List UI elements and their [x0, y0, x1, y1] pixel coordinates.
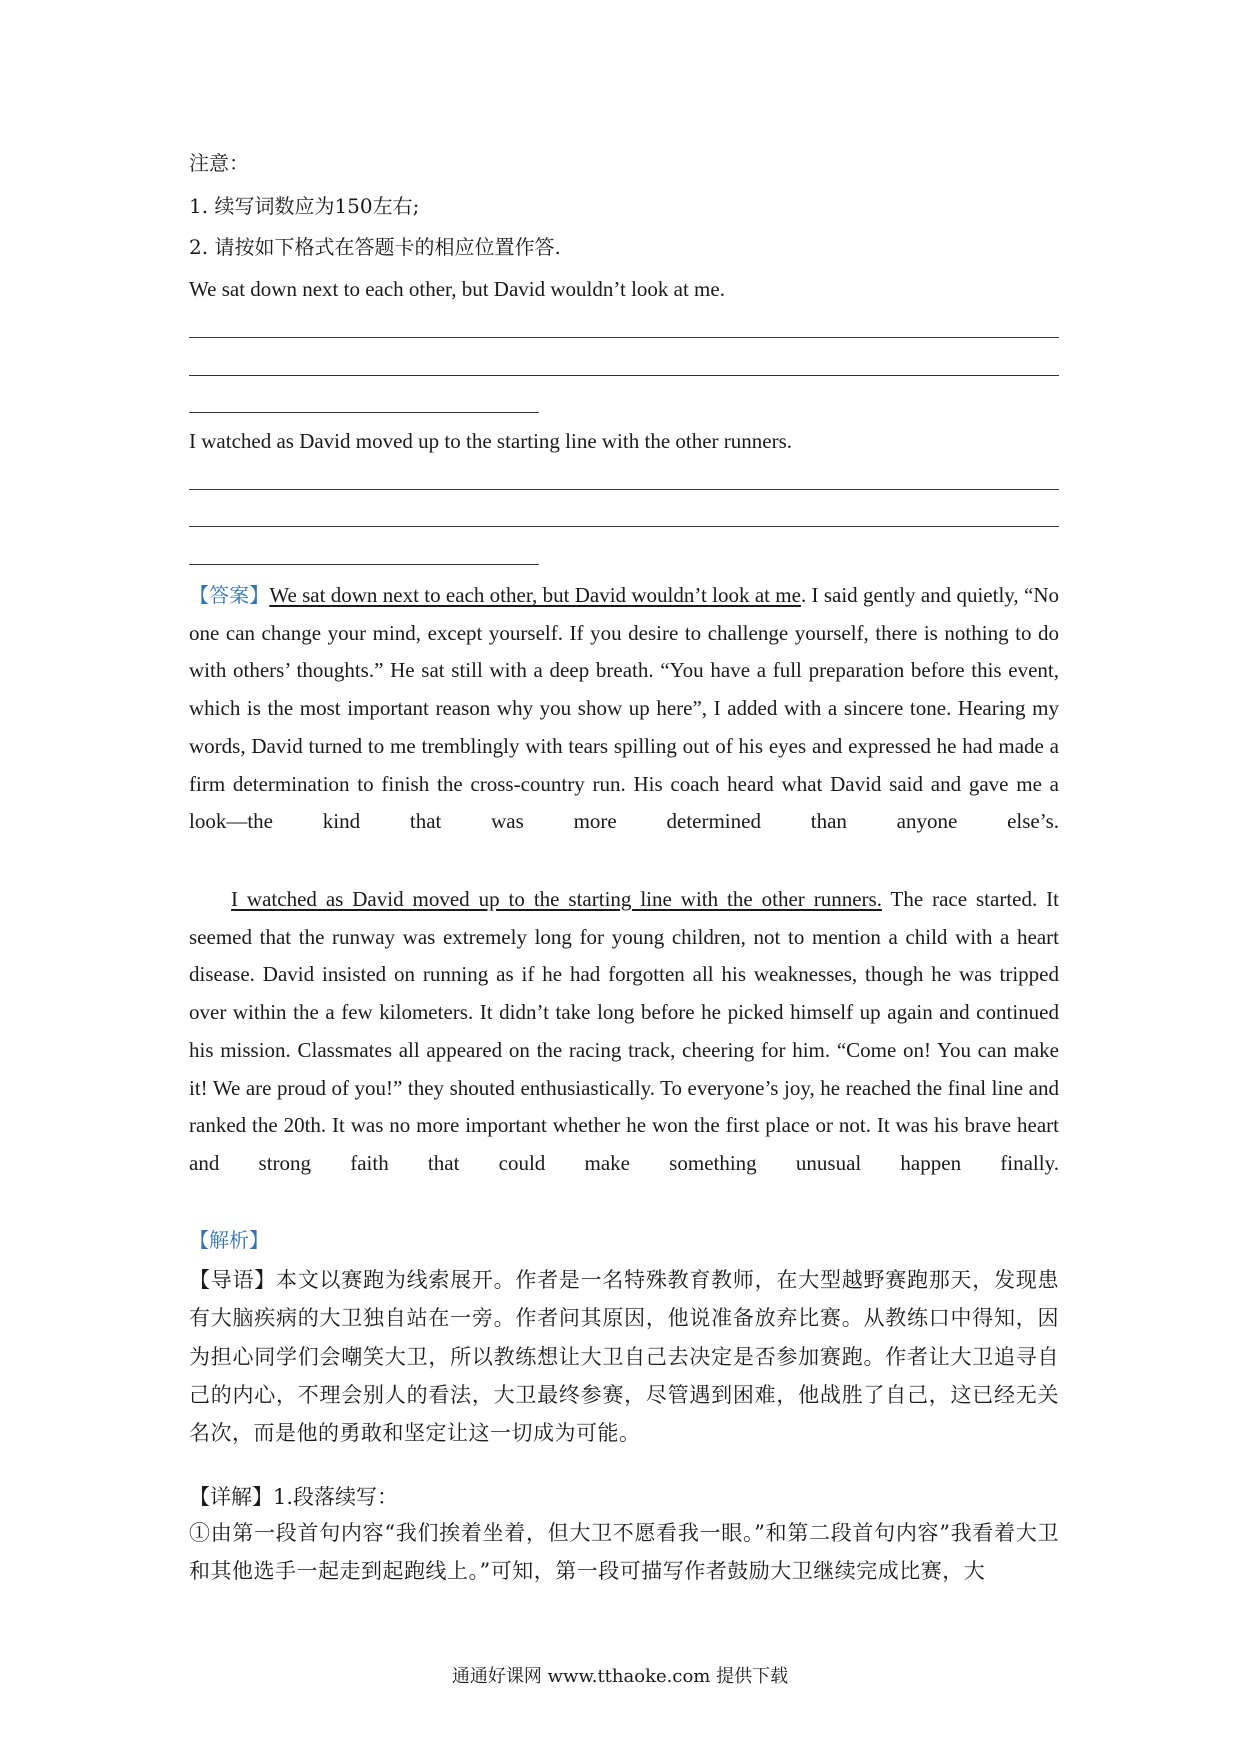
answer-label: 【答案】 [189, 583, 270, 607]
guide-text: 本文以赛跑为线索展开。作者是一名特殊教育教师，在大型越野赛跑那天，发现患有大脑疾病的大卫独自站在一旁。作者问其原因，他说准备放弃比赛。从教练口中得知，因为担心同学们会嘲笑大卫，所以教练想让大卫自己去决定是否参加赛跑。作者让大卫追寻自己的内心，不理会别人的看法，大卫最终参赛，尽管遇到困难，他战胜了自己，这已经无关名次，而是他的勇敢和坚定让这一切成为可能。 [189, 1268, 1060, 1446]
answer-p1-opening: We sat down next to each other, but David wouldn’t look at me [269, 583, 801, 607]
guide-label: 【导语】 [189, 1268, 277, 1292]
answer-p2-opening: I watched as David moved up to the starting line with the other runners. [231, 887, 882, 911]
answer-line [189, 526, 1059, 527]
answer-p1-body: . I said gently and quietly, “No one can change your mind, except yourself. If you desire to challenge yourself, there is nothing to do with others’ thoughts.” He sat still with a deep breath. “You have a full preparation before this event, which is the most important reason why you show up here”, I added with a sincere tone. Hearing my words, David turned to me tremblingly with tears spilling out of his eyes and expressed he had made a firm determination to finish the cross-country run. His coach heard what David said and gave me a look—the kind that was more determined than anyone else’s. [189, 583, 1059, 834]
answer-line-short [189, 564, 539, 565]
detail-paragraph: ①由第一段首句内容“我们挨着坐着，但大卫不愿看我一眼。”和第二段首句内容”我看着大卫和其他选手一起走到起跑线上。”可知，第一段可描写作者鼓励大卫继续完成比赛，大 [189, 1521, 1059, 1584]
detail-label: 【详解】 [189, 1485, 273, 1509]
answer-line [189, 375, 1059, 376]
answer-p2-body: The race started. It seemed that the runway was extremely long for young children, not to mention a child with a heart disease. David insisted on running as if he had forgotten all his weaknesses, though he was tripped over within the a few kilometers. It didn’t take long before he picked himself up again and continued his mission. Classmates all appeared on the racing track, cheering for him. “Come on! You can make it! We are proud of you!” they shouted enthusiastically. To everyone’s joy, he reached the final line and ranked the 20th. It was no more important whether he won the first place or not. It was his brave heart and strong faith that could make something unusual happen finally. [189, 887, 1060, 1175]
answer-line-short [189, 412, 539, 413]
answer-line [189, 489, 1059, 490]
guide-paragraph [189, 1261, 1059, 1452]
answer-line [189, 337, 1059, 338]
answer-paragraph-2 [189, 881, 1059, 1183]
detail-subheading: 1.段落续写： [273, 1485, 399, 1509]
answer-paragraph-1 [189, 577, 1059, 841]
page-footer: 通通好课网 www.tthaoke.com 提供下载 [451, 1666, 789, 1687]
